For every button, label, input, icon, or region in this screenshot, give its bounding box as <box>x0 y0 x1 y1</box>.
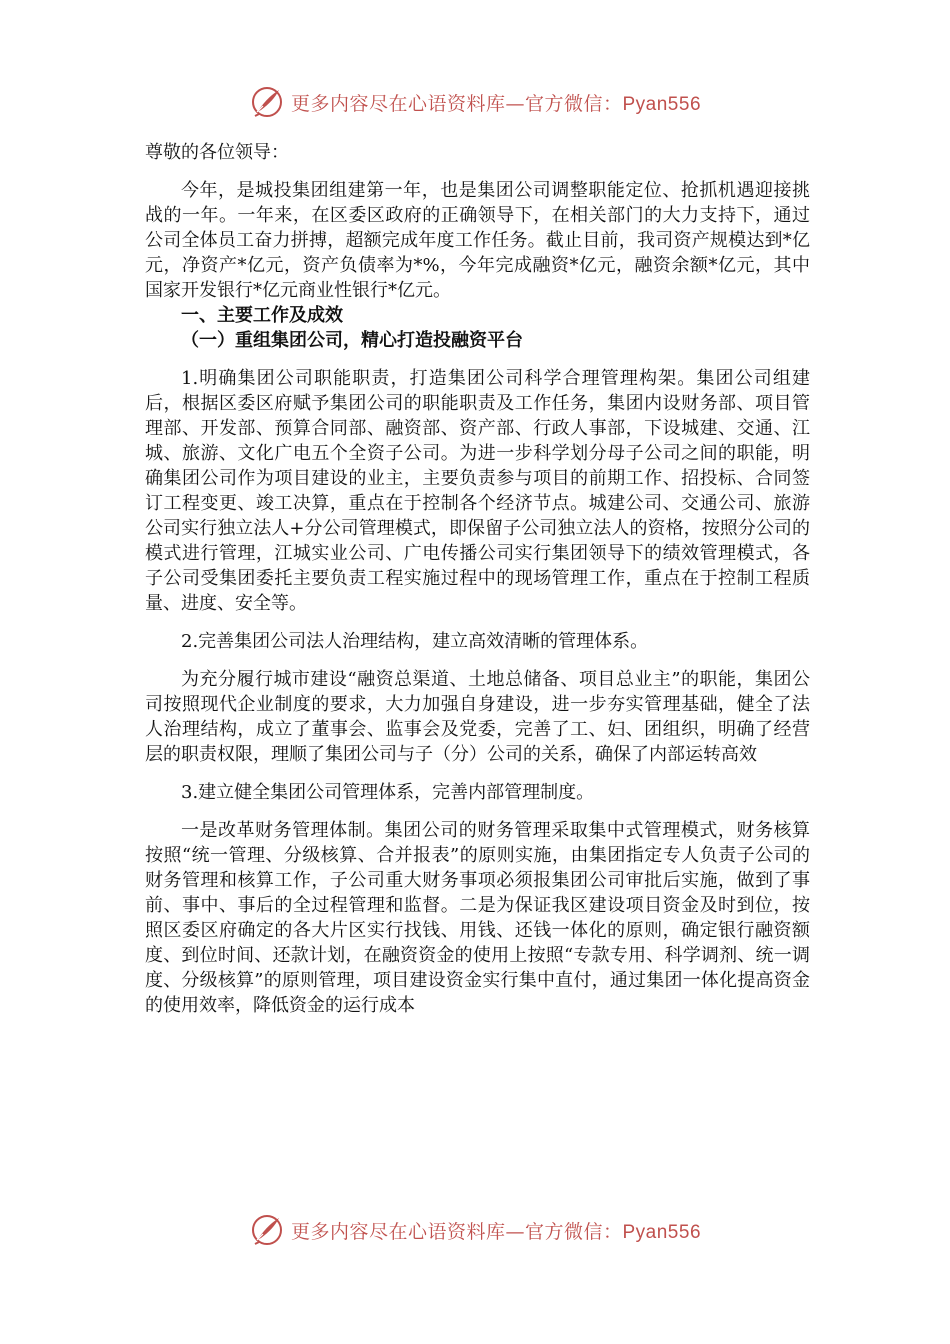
item-2-paragraph: 为充分履行城市建设“融资总渠道、土地总储备、项目总业主”的职能，集团公司按照现代企业制度的要求，大力加强自身建设，进一步夯实管理基础，健全了法人治理结构，成立了董事会、监事会及党委，完善了工、妇、团组织，明确了经营层的职责权限，理顺了集团公司与子（分）公司的关系，确保了内部运转高效 <box>145 669 810 765</box>
quill-pen-logo-icon <box>249 1212 285 1248</box>
item-1-paragraph: 1.明确集团公司职能职责，打造集团公司科学合理管理构架。集团公司组建后，根据区委区府赋予集团公司的职能职责及工作任务，集团内设财务部、项目管理部、开发部、预算合同部、融资部、资产部、行政人事部，下设城建、交通、江城、旅游、文化广电五个全资子公司。为进一步科学划分母子公司之间的职能，明确集团公司作为项目建设的业主，主要负责参与项目的前期工作、招投标、合同签订工程变更、竣工决算，重点在于控制各个经济节点。城建公司、交通公司、旅游公司实行独立法人+分公司管理模式，即保留子公司独立法人的资格，按照分公司的模式进行管理，江城实业公司、广电传播公司实行集团领导下的绩效管理模式，各子公司受集团委托主要负责工程实施过程中的现场管理工作，重点在于控制工程质量、进度、安全等。 <box>145 368 810 614</box>
item-3-paragraph: 一是改革财务管理体制。集团公司的财务管理采取集中式管理模式，财务核算按照“统一管理、分级核算、合并报表”的原则实施，由集团指定专人负责子公司的财务管理和核算工作，子公司重大财务事项必须报集团公司审批后实施，做到了事前、事中、事后的全过程管理和监督。二是为保证我区建设项目资金及时到位，按照区委区府确定的各大片区实行找钱、用钱、还钱一体化的原则，确定银行融资额度、到位时间、还款计划，在融资资金的使用上按照“专款专用、科学调剂、统一调度、分级核算”的原则管理，项目建设资金实行集中直付，通过集团一体化提高资金的使用效率，降低资金的运行成本 <box>145 820 810 1016</box>
header-banner-inner <box>249 84 701 120</box>
item-3-title: 3.建立健全集团公司管理体系，完善内部管理制度。 <box>181 782 595 803</box>
section-heading: 一、主要工作及成效 <box>181 305 343 326</box>
intro-paragraph: 今年，是城投集团组建第一年，也是集团公司调整职能定位、抢抓机遇迎接挑战的一年。一年来，在区委区政府的正确领导下，在相关部门的大力支持下，通过公司全体员工奋力拼搏，超额完成年度工作任务。截止目前，我司资产规模达到*亿元，净资产*亿元，资产负债率为*%，今年完成融资*亿元，融资余额*亿元，其中国家开发银行*亿元商业性银行*亿元。 <box>145 180 810 301</box>
item-2-title: 2.完善集团公司法人治理结构，建立高效清晰的管理体系。 <box>181 631 649 652</box>
footer-banner-inner <box>249 1212 701 1248</box>
wechat-id: Pyan556 <box>622 93 702 115</box>
wechat-id: Pyan556 <box>622 1221 702 1243</box>
header-banner-text: 更多内容尽在心语资料库—官方微信：Pyan556 <box>290 92 702 115</box>
quill-pen-logo-icon <box>249 84 285 120</box>
footer-banner <box>0 1210 950 1250</box>
document-body <box>145 140 810 1018</box>
footer-banner-text: 更多内容尽在心语资料库—官方微信：Pyan556 <box>290 1220 702 1243</box>
header-banner <box>0 82 950 122</box>
subsection-heading: （一）重组集团公司，精心打造投融资平台 <box>181 330 523 351</box>
salutation: 尊敬的各位领导： <box>145 142 289 163</box>
